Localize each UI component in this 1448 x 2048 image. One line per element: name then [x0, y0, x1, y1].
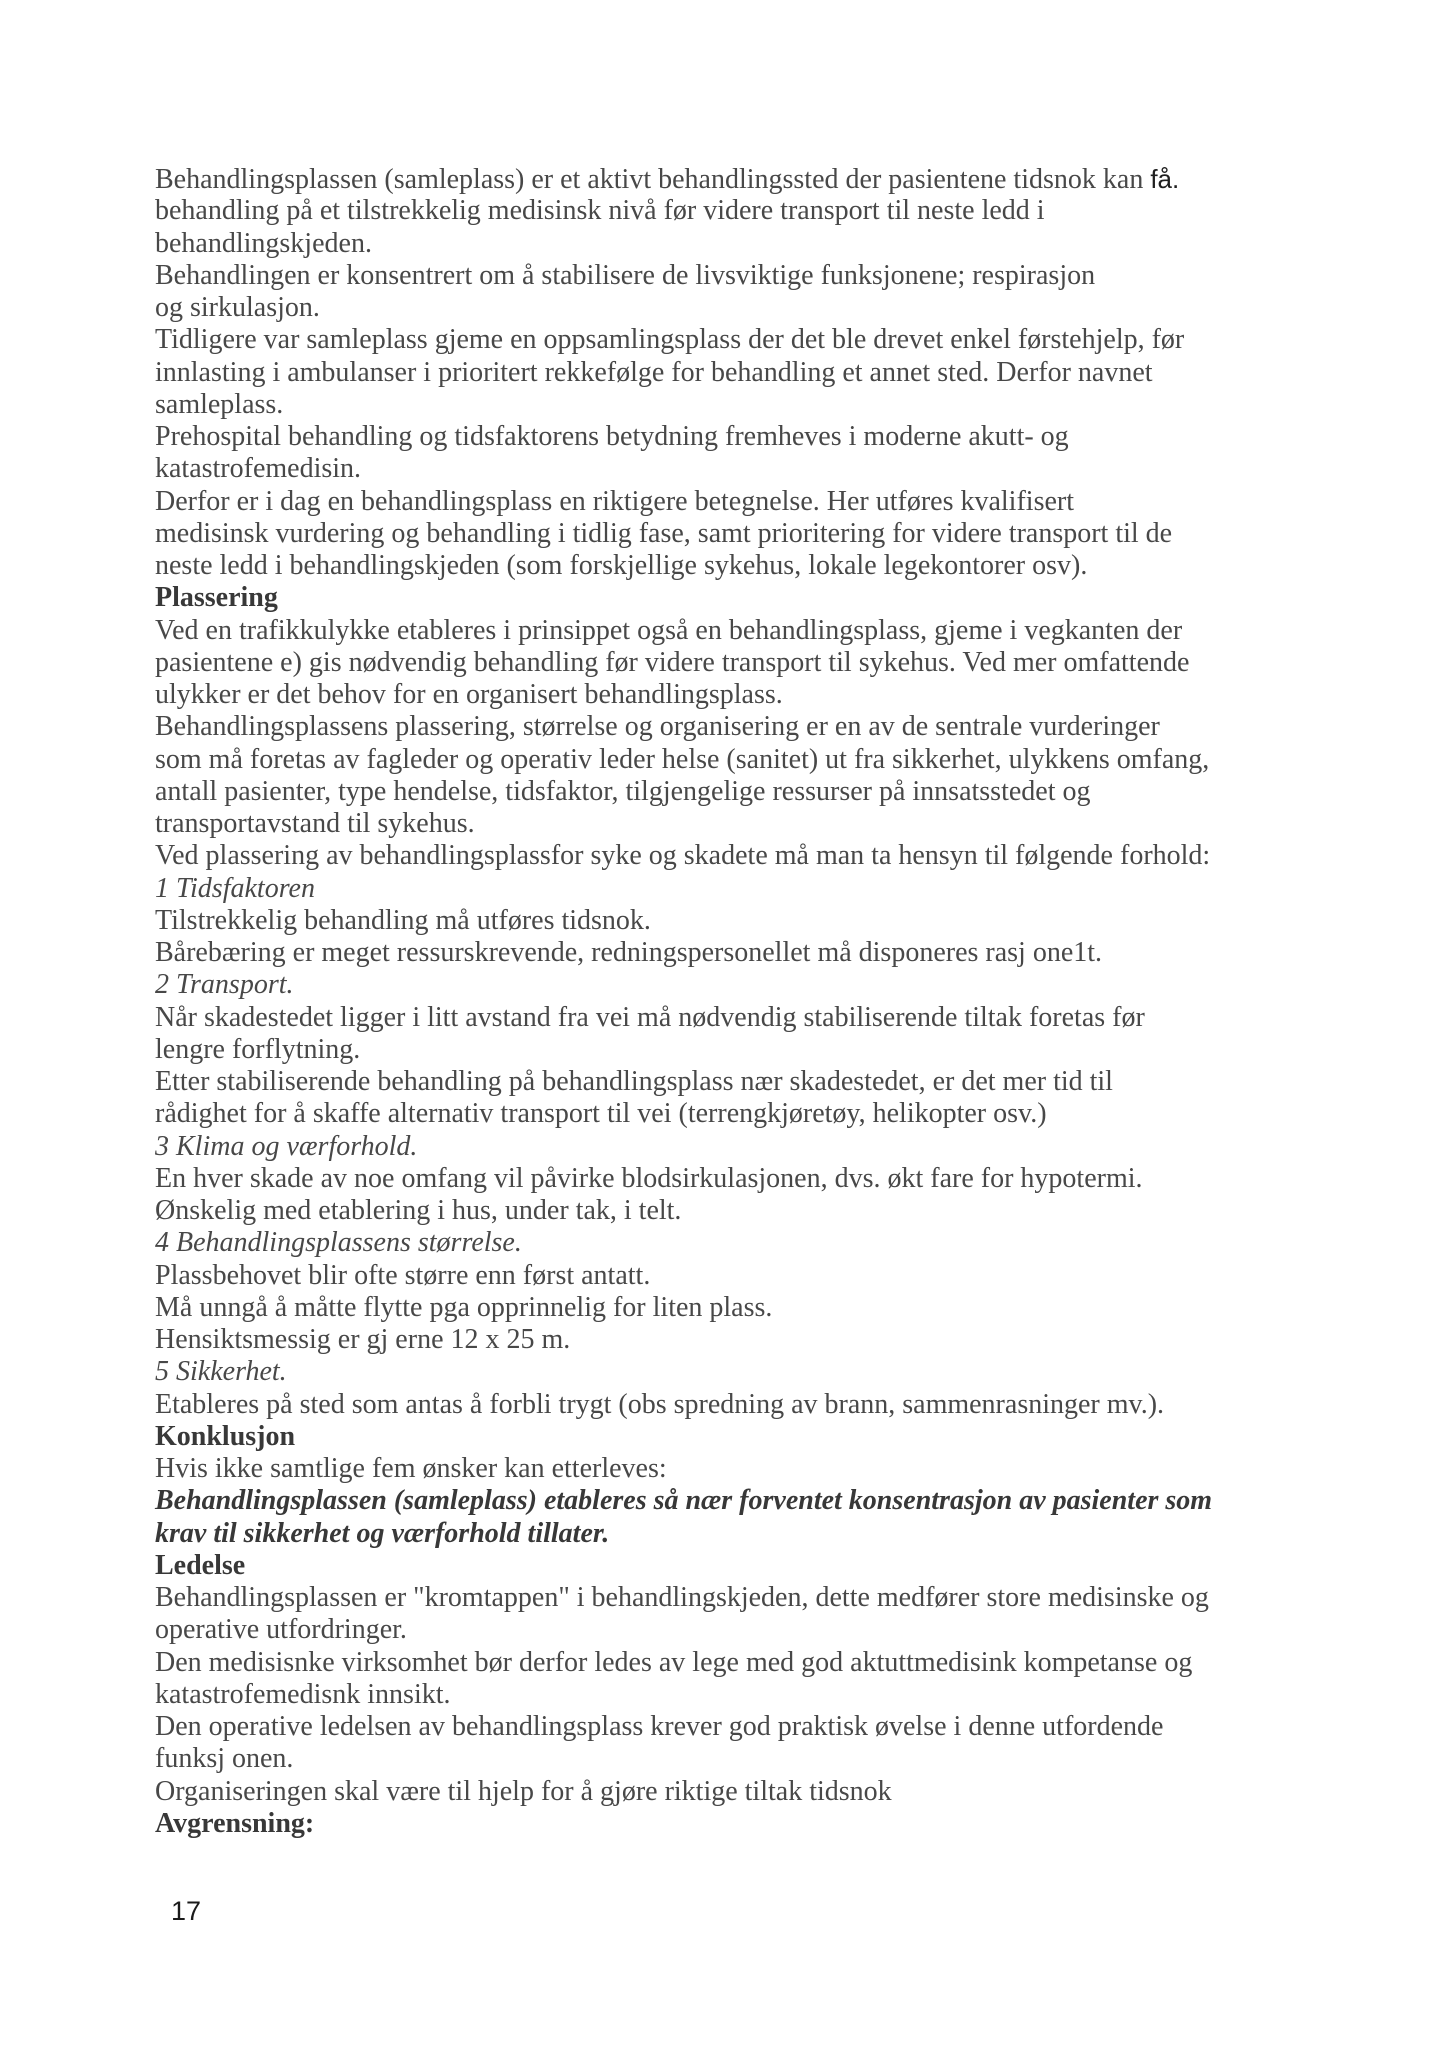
- text-line: krav til sikkerhet og værforhold tillater.: [155, 1517, 610, 1549]
- text-line: Bårebæring er meget ressurskrevende, redningspersonellet må disponeres rasj one1t.: [155, 937, 1103, 968]
- text-line: lengre forflytning.: [155, 1033, 361, 1065]
- text-line: 2 Transport.: [155, 969, 294, 1001]
- text-line: Derfor er i dag en behandlingsplass en riktigere betegnelse. Her utføres kvalifisert: [155, 485, 1074, 517]
- text-line: katastrofemedisnk innsikt.: [155, 1678, 451, 1710]
- text-run: Behandlingsplassen (samleplass) er et aktivt behandlingssted der pasientene tidsnok kan: [155, 164, 1151, 195]
- text-line: 1 Tidsfaktoren: [155, 872, 315, 904]
- text-line: 3 Klima og værforhold.: [155, 1130, 418, 1162]
- text-line: Plassering: [155, 582, 278, 614]
- text-line: ulykker er det behov for en organisert behandlingsplass.: [155, 679, 783, 710]
- text-line: Må unngå å måtte flytte pga opprinnelig for liten plass.: [155, 1291, 773, 1323]
- text-line: Prehospital behandling og tidsfaktorens betydning fremheves i moderne akutt- og: [155, 421, 1069, 452]
- text-line: Tidligere var samleplass gjeme en oppsamlingsplass der det ble drevet enkel førstehjelp, før: [155, 324, 1185, 356]
- text-line: Konklusjon: [155, 1420, 296, 1452]
- text-line: og sirkulasjon.: [155, 292, 320, 323]
- text-line: behandling på et tilstrekkelig medisinsk nivå før videre transport til neste ledd i: [155, 195, 1045, 227]
- text-line: Etter stabiliserende behandling på behandlingsplass nær skadestedet, er det mer tid til: [155, 1066, 1113, 1097]
- text-line: innlasting i ambulanser i prioritert rekkefølge for behandling et annet sted. Derfor navnet: [155, 356, 1153, 388]
- text-line: samleplass.: [155, 388, 284, 420]
- text-line: Den operative ledelsen av behandlingsplass krever god praktisk øvelse i denne utfordende: [155, 1711, 1164, 1742]
- text-line: Ved plassering av behandlingsplassfor syke og skadete må man ta hensyn til følgende forhold:: [155, 840, 1211, 872]
- text-line: 4 Behandlingsplassens størrelse.: [155, 1227, 522, 1259]
- text-line: Etableres på sted som antas å forbli trygt (obs spredning av brann, sammenrasninger mv.).: [155, 1388, 1165, 1420]
- text-line: medisinsk vurdering og behandling i tidlig fase, samt prioritering for videre transport til de: [155, 517, 1173, 549]
- text-line: Behandlingsplassen er "kromtappen" i behandlingskjeden, dette medfører store medisinske og: [155, 1582, 1209, 1613]
- text-line: [155, 163, 1212, 195]
- text-line: Behandlingsplassens plassering, størrelse og organisering er en av de sentrale vurderinger: [155, 711, 1160, 743]
- text-line: katastrofemedisin.: [155, 453, 362, 485]
- text-line: Ledelse: [155, 1549, 246, 1581]
- ocr-sans-fragment: få.: [1150, 164, 1180, 194]
- text-line: Behandlingsplassen (samleplass) etableres så nær forventet konsentrasjon av pasienter som: [155, 1485, 1213, 1517]
- text-line: Hensiktsmessig er gj erne 12 x 25 m.: [155, 1324, 571, 1355]
- text-line: operative utfordringer.: [155, 1614, 407, 1646]
- text-line: transportavstand til sykehus.: [155, 808, 475, 839]
- text-line: Når skadestedet ligger i litt avstand fra vei må nødvendig stabiliserende tiltak foretas før: [155, 1001, 1145, 1033]
- text-line: behandlingskjeden.: [155, 227, 372, 259]
- text-line: som må foretas av fagleder og operativ leder helse (sanitet) ut fra sikkerhet, ulykkens omfang,: [155, 743, 1210, 775]
- text-line: funksj onen.: [155, 1743, 294, 1775]
- text-line: rådighet for å skaffe alternativ transport til vei (terrengkjøretøy, helikopter osv.): [155, 1098, 1047, 1130]
- text-line: Ønskelig med etablering i hus, under tak, i telt.: [155, 1195, 682, 1226]
- text-line: Behandlingen er konsentrert om å stabilisere de livsviktige funksjonene; respirasjon: [155, 259, 1096, 291]
- text-line: Plassbehovet blir ofte større enn først antatt.: [155, 1259, 651, 1291]
- text-line: Den medisisnke virksomhet bør derfor ledes av lege med god aktuttmedisink kompetanse og: [155, 1646, 1193, 1678]
- text-content: [155, 163, 1212, 1840]
- text-line: En hver skade av noe omfang vil påvirke blodsirkulasjonen, dvs. økt fare for hypotermi.: [155, 1162, 1143, 1194]
- text-line: Ved en trafikkulykke etableres i prinsippet også en behandlingsplass, gjeme i vegkanten der: [155, 614, 1183, 646]
- text-line: 5 Sikkerhet.: [155, 1356, 287, 1388]
- text-line: Hvis ikke samtlige fem ønsker kan etterleves:: [155, 1453, 667, 1484]
- page-number: 17: [171, 1896, 202, 1926]
- text-line: Tilstrekkelig behandling må utføres tidsnok.: [155, 904, 651, 936]
- text-line: Avgrensning:: [155, 1807, 315, 1839]
- text-line: neste ledd i behandlingskjeden (som forskjellige sykehus, lokale legekontorer osv).: [155, 550, 1088, 581]
- text-line: antall pasienter, type hendelse, tidsfaktor, tilgjengelige ressurser på innsatsstedet og: [155, 775, 1091, 807]
- text-line: pasientene e) gis nødvendig behandling før videre transport til sykehus. Ved mer omfattende: [155, 646, 1190, 678]
- text-line: Organiseringen skal være til hjelp for å gjøre riktige tiltak tidsnok: [155, 1775, 892, 1807]
